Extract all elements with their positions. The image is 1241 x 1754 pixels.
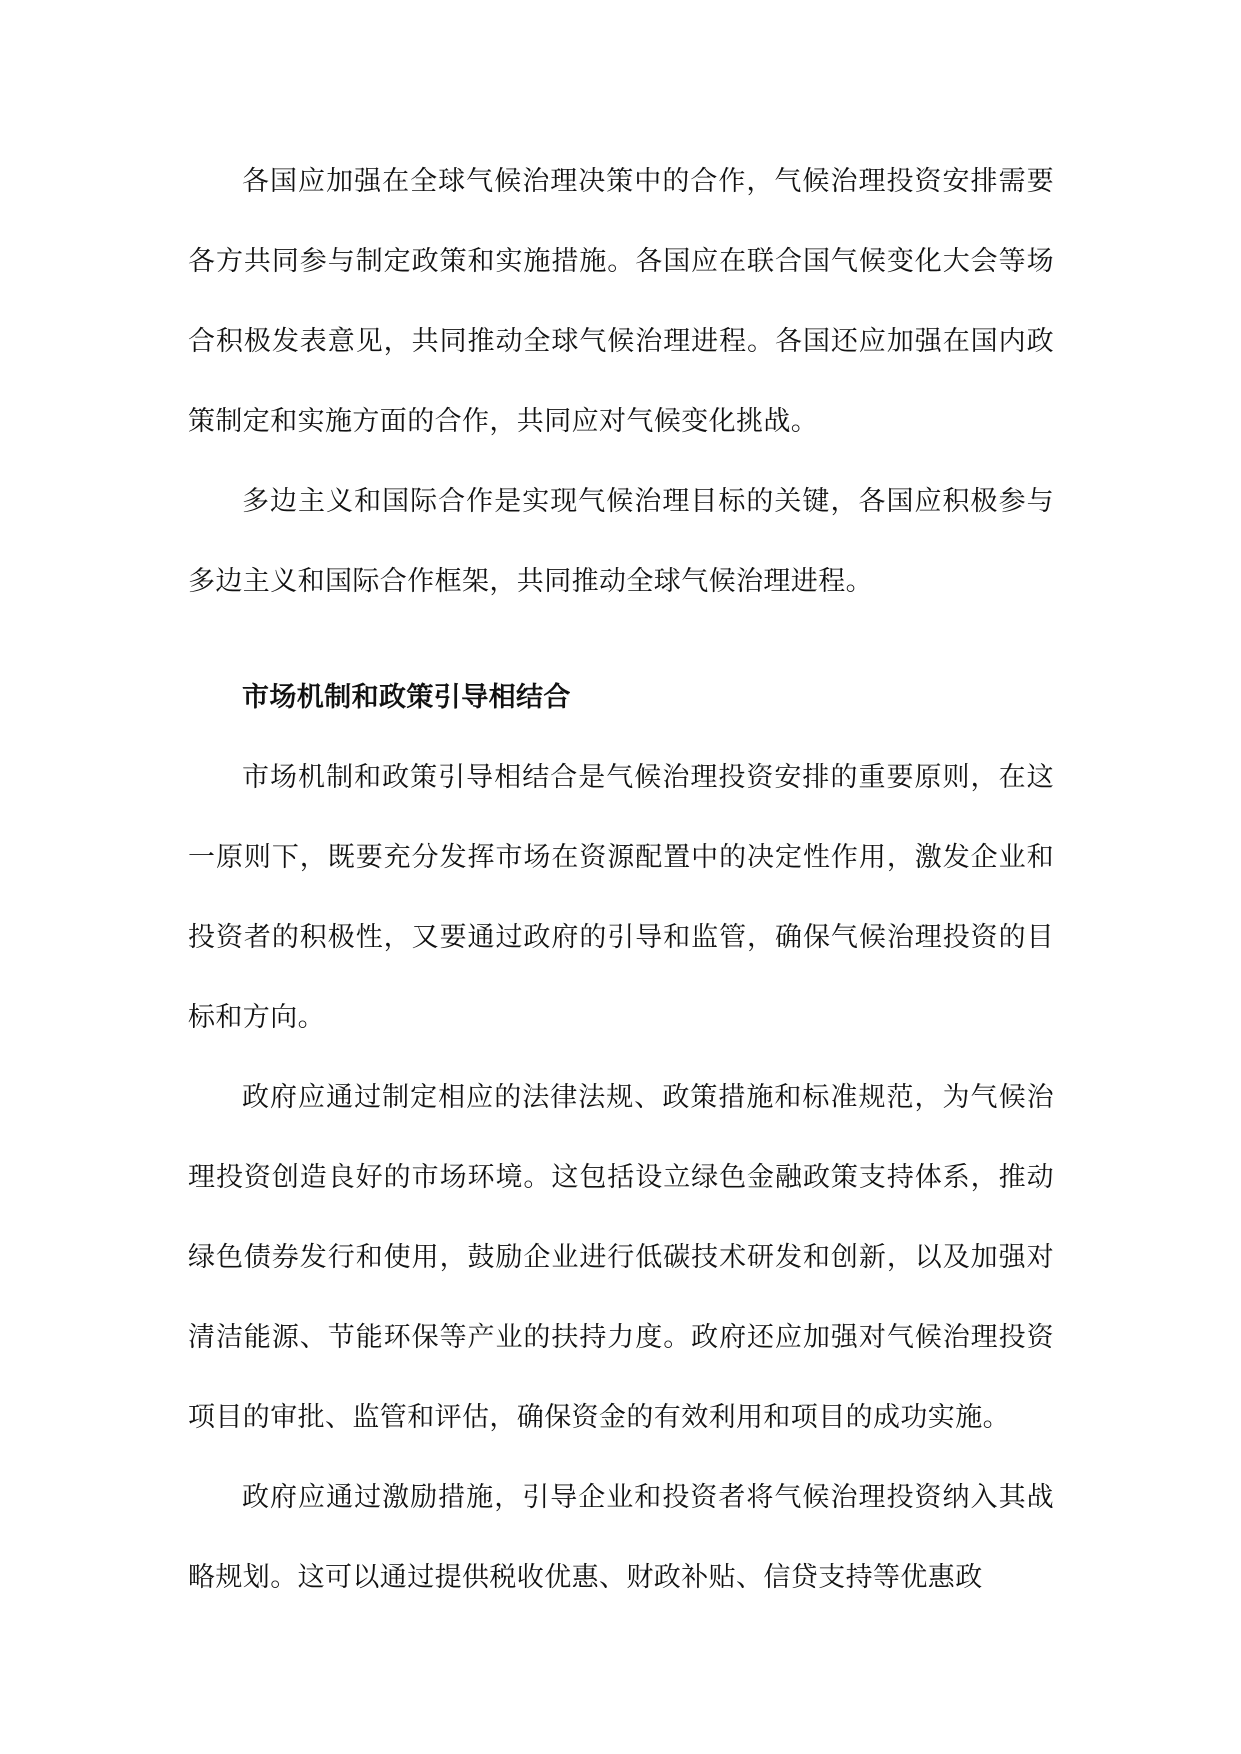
paragraph-government-incentives: 政府应通过激励措施，引导企业和投资者将气候治理投资纳入其战略规划。这可以通过提供税收优惠、财政补贴、信贷支持等优惠政 <box>188 1482 1054 1593</box>
paragraph-multilateralism: 多边主义和国际合作是实现气候治理目标的关键，各国应积极参与多边主义和国际合作框架，共同推动全球气候治理进程。 <box>188 486 1054 597</box>
paragraph-market-policy-principle: 市场机制和政策引导相结合是气候治理投资安排的重要原则，在这一原则下，既要充分发挥市场在资源配置中的决定性作用，激发企业和投资者的积极性，又要通过政府的引导和监管，确保气候治理投资的目标和方向。 <box>188 762 1054 1033</box>
document-body <box>188 142 1054 1618</box>
section-heading: 市场机制和政策引导相结合 <box>242 682 571 713</box>
paragraph-international-cooperation: 各国应加强在全球气候治理决策中的合作，气候治理投资安排需要各方共同参与制定政策和实施措施。各国应在联合国气候变化大会等场合积极发表意见，共同推动全球气候治理进程。各国还应加强在国内政策制定和实施方面的合作，共同应对气候变化挑战。 <box>188 166 1054 437</box>
paragraph-government-regulation: 政府应通过制定相应的法律法规、政策措施和标准规范，为气候治理投资创造良好的市场环境。这包括设立绿色金融政策支持体系，推动绿色债券发行和使用，鼓励企业进行低碳技术研发和创新，以及加强对清洁能源、节能环保等产业的扶持力度。政府还应加强对气候治理投资项目的审批、监管和评估，确保资金的有效利用和项目的成功实施。 <box>188 1082 1054 1433</box>
